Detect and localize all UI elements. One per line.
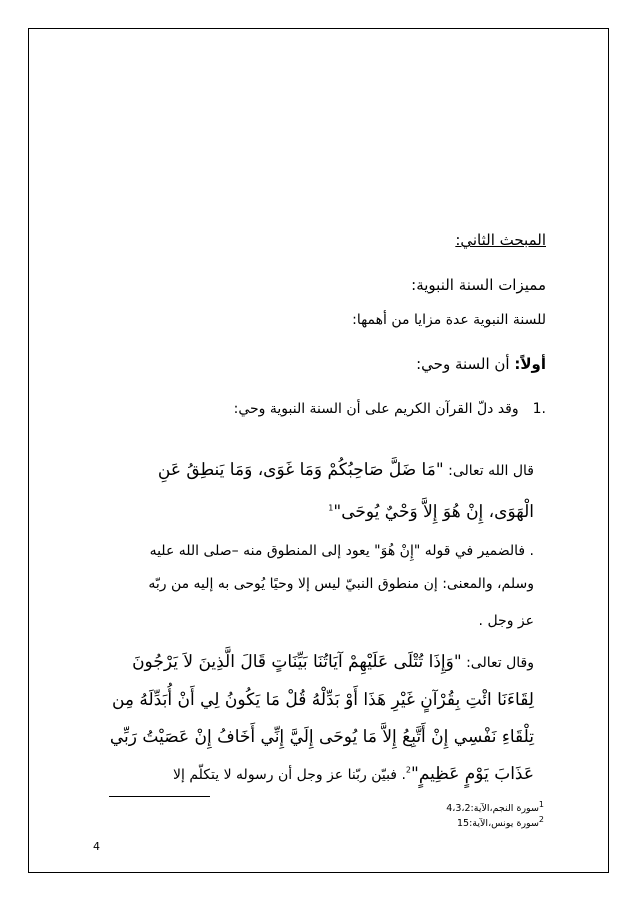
quote2-line1 (132, 652, 534, 672)
quote2-lead: وقال تعالى: (461, 655, 534, 671)
quote2-line3: تِلْقَاءِ نَفْسِي إِنْ أَتَّبِعُ إِلاَّ مَا يُوحَى إِلَيَّ إِنِّي أَخَافُ إِنْ عَصَيْتُ رَبِّي (109, 727, 534, 747)
footnote-2-ref: 2 (538, 815, 544, 824)
list-item-1 (234, 401, 546, 417)
footnote-1-ref: 1 (538, 800, 544, 809)
list-item-text: وقد دلّ القرآن الكريم على أن السنة النبوية وحي: (233, 401, 519, 417)
footnote-ref-1[interactable]: 1 (328, 503, 334, 513)
footnote-2-text: سورة يونس،الآية:15 (456, 818, 539, 830)
footnote-ref-2[interactable]: 2 (405, 765, 411, 775)
quote1-lead: قال الله تعالى: (443, 463, 534, 479)
first-point (416, 355, 546, 373)
body-line3: عز وجل . (478, 613, 534, 629)
quote1-line1 (158, 460, 534, 480)
quote1-verse-line2: الْهَوَى، إِنْ هُوَ إِلاَّ وَحْيٌ يُوحَى" (333, 502, 534, 522)
list-item-number: .1 (532, 401, 546, 417)
footnote-2 (457, 815, 544, 829)
quote2-line4 (173, 764, 534, 784)
first-point-label: أولاً: (514, 355, 546, 373)
quote2-tail: . فبيّن ربّنا عز وجل أن رسوله لا يتكلّم إلا (173, 767, 406, 783)
intro-paragraph: للسنة النبوية عدة مزايا من أهمها: (352, 312, 546, 328)
quote1-verse-line1: "مَا ضَلَّ صَاحِبُكُمْ وَمَا غَوَى، وَمَا يَنطِقُ عَنِ (157, 460, 444, 480)
quote2-verse-line4: عَذَابَ يَوْمٍ عَظِيمٍ" (411, 764, 534, 784)
subheading: مميزات السنة النبوية: (411, 276, 546, 294)
body-line2: وسلم، والمعنى: إن منطوق النبيّ ليس إلا وحيًا يُوحى به إليه من ربّه (148, 576, 534, 592)
first-point-text: أن السنة وحي: (416, 355, 515, 373)
quote2-verse-line1: "وَإِذَا تُتْلَى عَلَيْهِمْ آيَاتُنَا بَيِّنَاتٍ قَالَ الَّذِينَ لاَ يَرْجُونَ (132, 652, 462, 672)
section-heading: المبحث الثاني: (455, 231, 546, 249)
body-line1: . فالضمير في قوله "إِنْ هُوَ" يعود إلى المنطوق منه –صلى الله عليه (149, 543, 534, 559)
footnote-1-text: سورة النجم،الآية:4،3،2 (446, 803, 539, 815)
footnote-1 (446, 800, 544, 814)
page-number: 4 (93, 840, 100, 853)
quote2-line2: لِقَاءَنَا ائْتِ بِقُرْآنٍ غَيْرِ هَذَا أَوْ بَدِّلْهُ قُلْ مَا يَكُونُ لِي أَنْ أُبَدِّلَهُ مِن (111, 690, 534, 710)
quote1-line2 (328, 502, 534, 522)
footnote-divider (109, 796, 210, 797)
